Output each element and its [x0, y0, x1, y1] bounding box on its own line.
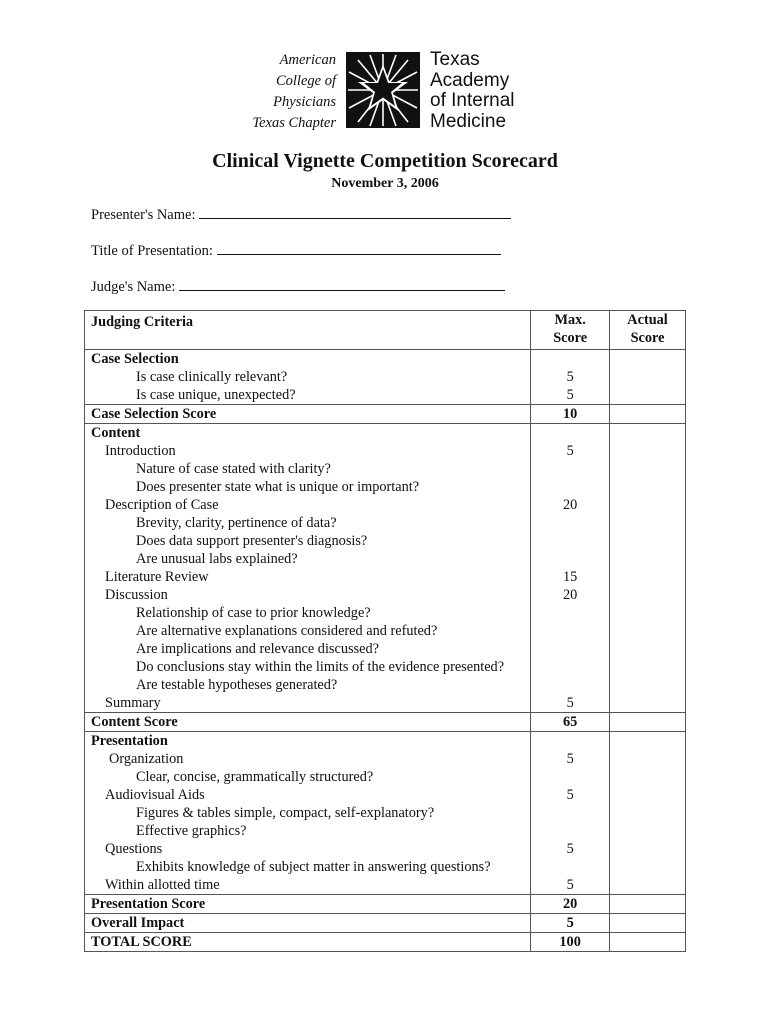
actual-score-cell[interactable]: [610, 914, 686, 933]
actual-score-cell[interactable]: [610, 405, 686, 424]
taim-logo-text: [430, 50, 515, 132]
criteria-cell: Literature Review: [85, 568, 531, 586]
max-score-cell: [531, 514, 610, 532]
title-line[interactable]: [217, 240, 501, 255]
table-row: [85, 732, 686, 751]
presenter-name-line[interactable]: [199, 204, 511, 219]
criteria-cell: Organization: [85, 750, 531, 768]
table-row: [85, 858, 686, 876]
criteria-cell: Effective graphics?: [85, 822, 531, 840]
actual-score-cell[interactable]: [610, 350, 686, 369]
table-row: [85, 786, 686, 804]
table-row: [85, 514, 686, 532]
actual-score-cell[interactable]: [610, 933, 686, 952]
table-row: [85, 568, 686, 586]
criteria-cell: Brevity, clarity, pertinence of data?: [85, 514, 531, 532]
actual-score-cell[interactable]: [610, 840, 686, 858]
actual-header-line: Score: [630, 330, 665, 346]
actual-score-cell[interactable]: [610, 386, 686, 405]
table-row: [85, 640, 686, 658]
star-seal-icon: [346, 52, 420, 128]
table-row: [85, 350, 686, 369]
criteria-cell: Nature of case stated with clarity?: [85, 460, 531, 478]
max-score-cell: 5: [531, 876, 610, 895]
actual-score-cell[interactable]: [610, 442, 686, 460]
criteria-cell: Summary: [85, 694, 531, 713]
criteria-cell: Relationship of case to prior knowledge?: [85, 604, 531, 622]
table-row: [85, 768, 686, 786]
actual-score-cell[interactable]: [610, 586, 686, 604]
criteria-cell: Does presenter state what is unique or important?: [85, 478, 531, 496]
table-row: [85, 713, 686, 732]
table-row: [85, 478, 686, 496]
criteria-cell: Are testable hypotheses generated?: [85, 676, 531, 694]
table-row: [85, 405, 686, 424]
actual-header-line: Actual: [627, 312, 668, 328]
criteria-cell: Content Score: [85, 713, 531, 732]
actual-score-cell[interactable]: [610, 786, 686, 804]
page-date: November 3, 2006: [331, 176, 439, 191]
actual-score-cell[interactable]: [610, 750, 686, 768]
acp-texas-chapter-logo-text: [240, 50, 336, 134]
max-score-cell: [531, 732, 610, 751]
actual-score-cell[interactable]: [610, 694, 686, 713]
actual-score-cell[interactable]: [610, 822, 686, 840]
actual-score-cell[interactable]: [610, 368, 686, 386]
criteria-cell: Audiovisual Aids: [85, 786, 531, 804]
actual-score-cell[interactable]: [610, 804, 686, 822]
table-row: [85, 750, 686, 768]
table-row: [85, 550, 686, 568]
max-score-cell: [531, 676, 610, 694]
logo-right-line: Medicine: [430, 110, 507, 132]
actual-score-cell[interactable]: [610, 460, 686, 478]
table-row: [85, 914, 686, 933]
actual-score-cell[interactable]: [610, 713, 686, 732]
criteria-cell: Is case unique, unexpected?: [85, 386, 531, 405]
max-score-cell: 5: [531, 750, 610, 768]
logo-left-line: American: [279, 52, 336, 68]
logo: [240, 50, 540, 136]
actual-score-cell[interactable]: [610, 496, 686, 514]
criteria-cell: Overall Impact: [85, 914, 531, 933]
actual-score-cell[interactable]: [610, 732, 686, 751]
max-score-cell: [531, 804, 610, 822]
actual-score-cell[interactable]: [610, 895, 686, 914]
max-header-line: Max.: [554, 312, 586, 328]
criteria-cell: Do conclusions stay within the limits of the evidence presented?: [85, 658, 531, 676]
table-row: [85, 933, 686, 952]
max-score-cell: [531, 350, 610, 369]
actual-score-cell[interactable]: [610, 876, 686, 895]
criteria-cell: Case Selection: [85, 350, 531, 369]
max-header-line: Score: [553, 330, 588, 346]
criteria-cell: Presentation: [85, 732, 531, 751]
criteria-cell: Introduction: [85, 442, 531, 460]
judge-name-line[interactable]: [179, 276, 505, 291]
table-row: [85, 496, 686, 514]
actual-score-cell[interactable]: [610, 424, 686, 443]
table-row: [85, 532, 686, 550]
criteria-cell: Exhibits knowledge of subject matter in answering questions?: [85, 858, 531, 876]
actual-score-cell[interactable]: [610, 478, 686, 496]
actual-score-cell[interactable]: [610, 858, 686, 876]
max-score-cell: 5: [531, 442, 610, 460]
criteria-header-label: Judging Criteria: [91, 314, 194, 330]
presenter-name-field: [91, 204, 511, 224]
actual-score-header: [610, 311, 686, 350]
title-label: Title of Presentation:: [91, 243, 213, 259]
table-row: [85, 424, 686, 443]
actual-score-cell[interactable]: [610, 514, 686, 532]
logo-right-line: of Internal: [430, 90, 515, 111]
max-score-cell: 5: [531, 368, 610, 386]
max-score-cell: [531, 658, 610, 676]
actual-score-cell[interactable]: [610, 658, 686, 676]
criteria-cell: Content: [85, 424, 531, 443]
table-row: [85, 676, 686, 694]
table-row: [85, 368, 686, 386]
criteria-cell: Does data support presenter's diagnosis?: [85, 532, 531, 550]
actual-score-cell[interactable]: [610, 532, 686, 550]
criteria-cell: Are implications and relevance discussed?: [85, 640, 531, 658]
max-score-cell: 5: [531, 840, 610, 858]
max-score-cell: [531, 640, 610, 658]
logo-left-line: College of: [275, 73, 336, 89]
actual-score-cell[interactable]: [610, 676, 686, 694]
table-row: [85, 895, 686, 914]
criteria-cell: Clear, concise, grammatically structured?: [85, 768, 531, 786]
page-title: Clinical Vignette Competition Scorecard: [212, 150, 558, 172]
criteria-cell: Description of Case: [85, 496, 531, 514]
table-row: [85, 840, 686, 858]
criteria-cell: Presentation Score: [85, 895, 531, 914]
max-score-cell: [531, 768, 610, 786]
criteria-cell: Case Selection Score: [85, 405, 531, 424]
logo-left-line: Texas Chapter: [252, 115, 336, 131]
table-row: [85, 386, 686, 405]
max-score-cell: 10: [531, 405, 610, 424]
table-row: [85, 822, 686, 840]
table-row: [85, 694, 686, 713]
max-score-cell: 15: [531, 568, 610, 586]
table-row: [85, 442, 686, 460]
criteria-cell: TOTAL SCORE: [85, 933, 531, 952]
actual-score-cell[interactable]: [610, 604, 686, 622]
actual-score-cell[interactable]: [610, 640, 686, 658]
max-score-cell: 100: [531, 933, 610, 952]
presenter-name-label: Presenter's Name:: [91, 207, 196, 223]
max-score-cell: 5: [531, 386, 610, 405]
criteria-cell: Figures & tables simple, compact, self-explanatory?: [85, 804, 531, 822]
logo-right-line: Texas: [430, 49, 480, 70]
max-score-cell: 20: [531, 895, 610, 914]
judge-name-label: Judge's Name:: [91, 279, 176, 295]
table-row: [85, 658, 686, 676]
max-score-cell: 5: [531, 694, 610, 713]
criteria-header: [85, 311, 531, 350]
max-score-cell: 65: [531, 713, 610, 732]
max-score-cell: [531, 604, 610, 622]
criteria-cell: Questions: [85, 840, 531, 858]
criteria-cell: Are alternative explanations considered and refuted?: [85, 622, 531, 640]
criteria-cell: Within allotted time: [85, 876, 531, 895]
max-score-cell: 20: [531, 496, 610, 514]
table-header-row: [85, 311, 686, 350]
table-row: [85, 622, 686, 640]
table-row: [85, 586, 686, 604]
max-score-cell: [531, 822, 610, 840]
judge-name-field: [91, 276, 505, 296]
max-score-cell: [531, 460, 610, 478]
actual-score-cell[interactable]: [610, 622, 686, 640]
actual-score-cell[interactable]: [610, 768, 686, 786]
table-row: [85, 804, 686, 822]
max-score-cell: 5: [531, 786, 610, 804]
table-row: [85, 876, 686, 895]
max-score-cell: [531, 858, 610, 876]
max-score-cell: 20: [531, 586, 610, 604]
criteria-cell: Are unusual labs explained?: [85, 550, 531, 568]
logo-right-line: Academy: [430, 69, 510, 91]
actual-score-cell[interactable]: [610, 568, 686, 586]
table-row: [85, 460, 686, 478]
criteria-cell: Is case clinically relevant?: [85, 368, 531, 386]
max-score-cell: [531, 532, 610, 550]
max-score-cell: [531, 550, 610, 568]
max-score-cell: [531, 424, 610, 443]
table-row: [85, 604, 686, 622]
max-score-cell: [531, 478, 610, 496]
max-score-cell: 5: [531, 914, 610, 933]
actual-score-cell[interactable]: [610, 550, 686, 568]
max-score-header: [531, 311, 610, 350]
logo-left-line: Physicians: [273, 94, 336, 110]
scorecard-table: [84, 310, 686, 952]
criteria-cell: Discussion: [85, 586, 531, 604]
max-score-cell: [531, 622, 610, 640]
title-field: [91, 240, 501, 260]
